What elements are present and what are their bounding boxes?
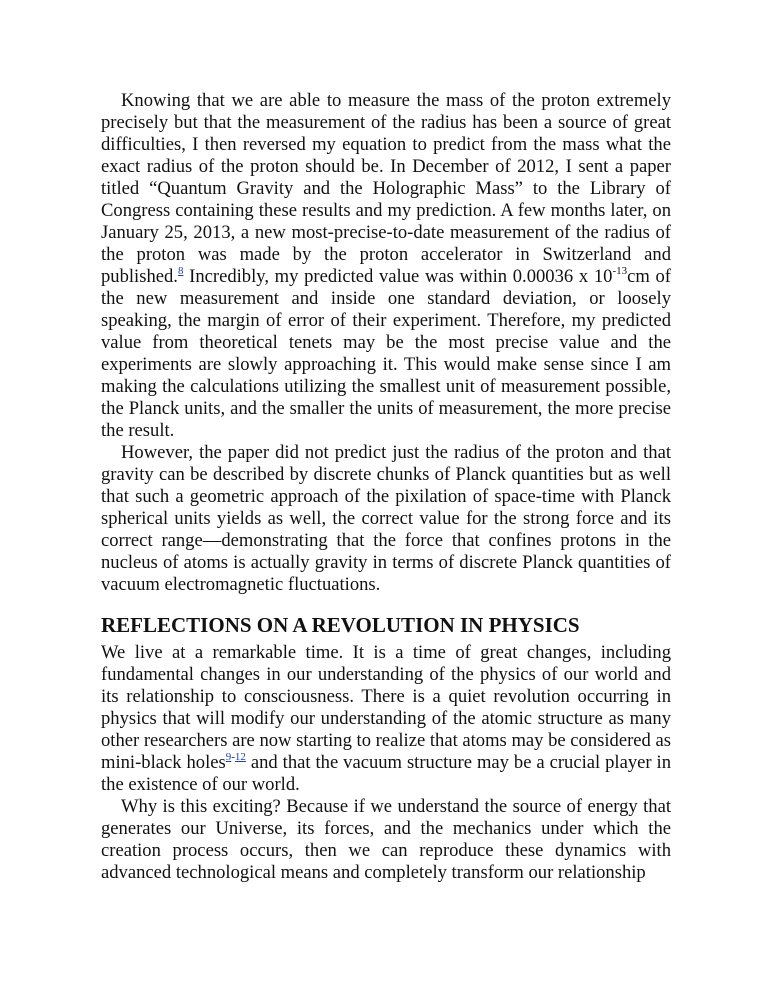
- section-heading: REFLECTIONS ON A REVOLUTION IN PHYSICS: [101, 613, 580, 637]
- paragraph-text: Knowing that we are able to measure the mass of the proton extremely precisely but that the measurement of the radius has been a source of great difficulties, I then reversed my equation to predict from the mass what the exact radius of the proton should be. In December of 2012, I sent a paper titled “Quantum Gravity and the Holographic Mass” to the Library of Congress containing these results and my prediction. A few months later, on January 25, 2013, a new most-precise-to-date measurement of the radius of the proton was made by the proton accelerator in Switzerland and published.: [101, 90, 671, 287]
- footnote-ref-12[interactable]: 12: [234, 750, 246, 763]
- footnote-ref-9[interactable]: 9: [225, 750, 232, 763]
- paragraph-text: We live at a remarkable time. It is a time of great changes, including fundamental changes in our understanding of the physics of our world and its relationship to consciousness. There is a quiet revolution occurring in physics that will modify our understanding of the atomic structure as many other researchers are now starting to realize that atoms may be considered as mini-black holes: [101, 642, 671, 773]
- page-body: [101, 90, 671, 884]
- paragraph-proton-radius: [101, 90, 671, 442]
- exponent: -13: [612, 264, 628, 277]
- paragraph-text: and that the vacuum structure may be a crucial player in the existence of our world.: [101, 752, 671, 795]
- footnote-ref-8[interactable]: 8: [177, 264, 184, 277]
- paragraph-why-exciting: Why is this exciting? Because if we understand the source of energy that generates our Universe, its forces, and the mechanics under which the creation process occurs, then we can reproduce these dynamics with advanced technological means and completely transform our relationship: [101, 796, 671, 883]
- paragraph-strong-force: However, the paper did not predict just the radius of the proton and that gravity can be described by discrete chunks of Planck quantities but as well that such a geometric approach of the pixilation of space-time with Planck spherical units yields as well, the correct value for the strong force and its correct range—demonstrating that the force that confines protons in the nucleus of atoms is actually gravity in terms of discrete Planck quantities of vacuum electromagnetic fluctuations.: [101, 442, 671, 595]
- paragraph-revolution: [101, 642, 671, 796]
- paragraph-text: Incredibly, my predicted value was within 0.00036 x 10: [183, 266, 613, 287]
- ref-separator: -: [231, 750, 235, 763]
- paragraph-text: cm of the new measurement and inside one standard deviation, or loosely speaking, the margin of error of their experiment. Therefore, my predicted value from theoretical tenets may be the most precise value and the experiments are slowly approaching it. This would make sense since I am making the calculations utilizing the smallest unit of measurement possible, the Planck units, and the smaller the units of measurement, the more precise the result.: [101, 266, 671, 441]
